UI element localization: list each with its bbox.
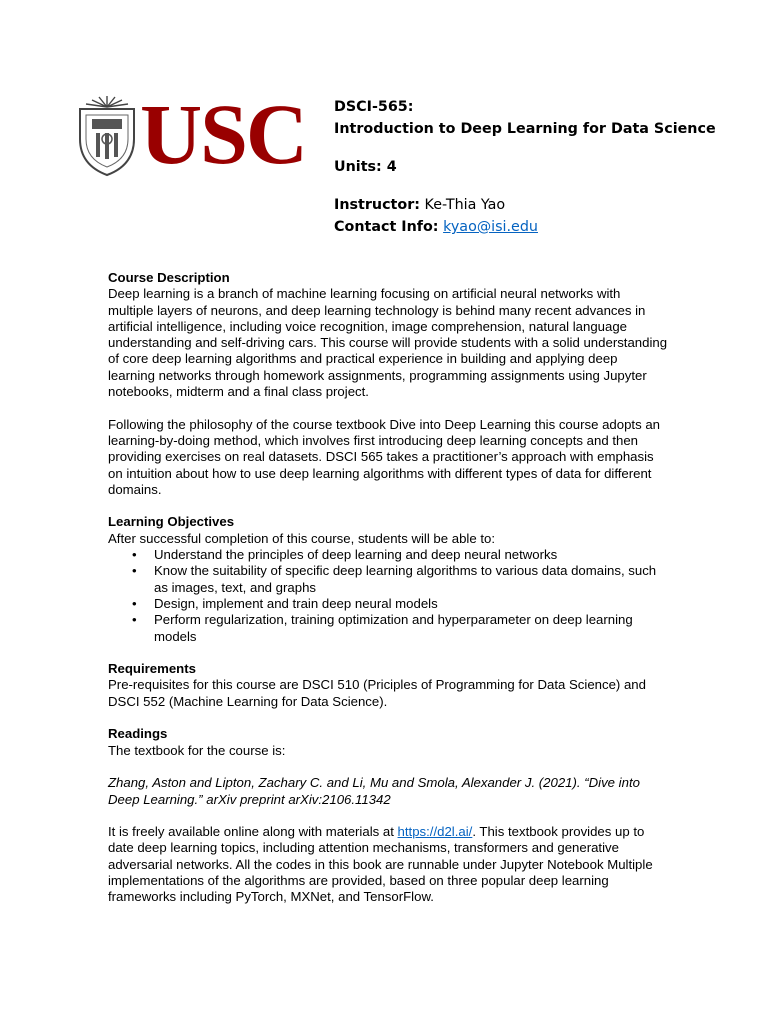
course-code: DSCI-565: (334, 99, 414, 115)
textbook-citation: Zhang, Aston and Lipton, Zachary C. and Li, Mu and Smola, Alexander J. (2021). “Dive into Deep Learning.” arXiv preprint arXiv:2106.11342 (108, 775, 640, 807)
usc-wordmark: USC (140, 86, 307, 182)
learning-objectives-list (108, 547, 668, 645)
list-item: • Perform regularization, training optimization and hyperparameter on deep learning models (132, 612, 633, 644)
readings-intro: The textbook for the course is: (108, 742, 286, 758)
readings-heading: Readings (108, 726, 168, 742)
course-description-paragraph-1: Deep learning is a branch of machine learning focusing on artificial neural networks with multiple layers of neurons, and deep learning technology is behind many recent advances in artificial intelligence, including voice recognition, image comprehension, natural language understanding and self-driving cars. This course will provide students with a solid understanding of core deep learning algorithms and practical experience in building and applying deep learning networks through homework assignments, programming assignments using Jupyter notebooks, midterm and a final class project. (108, 286, 668, 400)
d2l-link[interactable]: https://d2l.ai/ (397, 824, 473, 840)
list-item: • Understand the principles of deep learning and deep neural networks (132, 547, 558, 563)
readings-availability: It is freely available online along with materials at https://d2l.ai/. This textbook provides up to date deep learning topics, including attention mechanisms, transformers and generative adversarial networks. All the codes in this book are runnable under Jupyter Notebook Multiple implementations of the algorithms are provided, based on three popular deep learning frameworks including PyTorch, MXNet, and TensorFlow. (108, 824, 653, 905)
learning-objectives-intro: After successful completion of this course, students will be able to: (108, 530, 496, 546)
bullet-icon: • (132, 563, 137, 579)
usc-logo (76, 86, 307, 182)
contact-label: Contact Info: (334, 219, 439, 235)
course-header (334, 96, 754, 238)
list-item: • Design, implement and train deep neural models (132, 595, 438, 611)
bullet-icon: • (132, 612, 137, 628)
instructor-name: Ke-Thia Yao (424, 197, 506, 213)
learning-objectives-heading: Learning Objectives (108, 514, 235, 530)
instructor-label: Instructor: (334, 197, 420, 213)
requirements-heading: Requirements (108, 661, 196, 677)
bullet-icon: • (132, 595, 137, 611)
list-item: • Know the suitability of specific deep learning algorithms to various data domains, such as images, text, and graphs (132, 563, 657, 595)
course-title: Introduction to Deep Learning for Data Science (334, 121, 716, 137)
course-description-heading: Course Description (108, 270, 230, 285)
syllabus-body (108, 270, 668, 906)
contact-email-link[interactable]: kyao@isi.edu (443, 219, 538, 235)
course-units: Units: 4 (334, 159, 397, 175)
requirements-text: Pre-requisites for this course are DSCI 510 (Priciples of Programming for Data Science) and DSCI 552 (Machine Learning for Data Science). (108, 677, 646, 709)
bullet-icon: • (132, 547, 137, 563)
course-description-paragraph-2: Following the philosophy of the course textbook Dive into Deep Learning this course adopts an learning-by-doing method, which involves first introducing deep learning concepts and then providing exercises on real datasets. DSCI 565 takes a practitioner’s approach with emphasis on intuition about how to use deep learning algorithms with different types of data for different domains. (108, 416, 661, 497)
usc-seal-icon (76, 95, 138, 177)
